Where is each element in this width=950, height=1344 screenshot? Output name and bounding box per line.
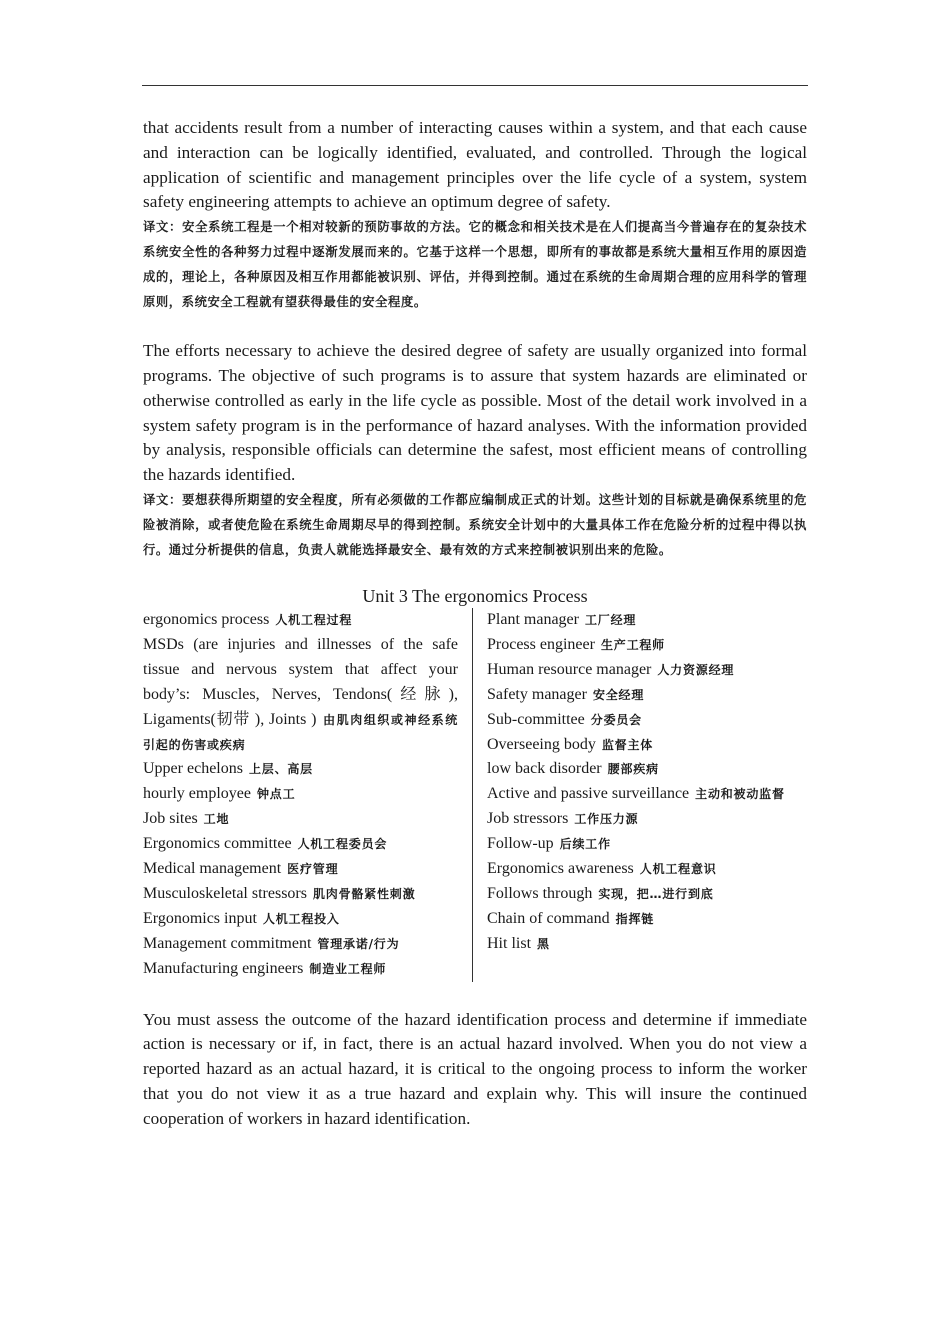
vocab-item: Manufacturing engineers 制造业工程师 xyxy=(143,959,387,977)
vocabulary-left-column xyxy=(143,608,473,982)
unit-title: Unit 3 The ergonomics Process xyxy=(362,585,588,606)
vocab-item: Overseeing body 监督主体 xyxy=(487,735,654,753)
vocab-item: Follows through 实现，把…进行到底 xyxy=(487,884,714,902)
vocab-item: Upper echelons 上层、高层 xyxy=(143,760,313,778)
vocab-item: Ergonomics input 人机工程投入 xyxy=(143,909,340,927)
vocabulary-right-column xyxy=(473,608,807,982)
vocab-item: hourly employee 钟点工 xyxy=(143,785,296,803)
vocab-item: Follow-up 后续工作 xyxy=(487,835,611,853)
vocab-item: Sub-committee 分委员会 xyxy=(487,710,642,728)
vocab-item: Plant manager 工厂经理 xyxy=(487,610,637,628)
vocabulary-table xyxy=(143,608,807,982)
paragraph-2-english: The efforts necessary to achieve the desired degree of safety are usually organized into formal programs. The objective of such programs is to assure that system hazards are eliminated or otherwise controlled as early in the life cycle as possible. Most of the detail work involved in a system safety program is in the performance of hazard analyses. With the information provided by analysis, responsible officials can determine the safest, most efficient means of controlling the hazards identified. xyxy=(143,341,807,485)
vocab-item: Ergonomics committee 人机工程委员会 xyxy=(143,835,388,853)
vocab-item: Ergonomics awareness 人机工程意识 xyxy=(487,860,717,878)
vocab-item: Hit list 黑 xyxy=(487,934,550,952)
paragraph-1-english: that accidents result from a number of interacting causes within a system, and that each cause and interaction can be logically identified, evaluated, and controlled. Through the logical application of scientific and management principles over the life cycle of a system, system safety engineering attempts to achieve an optimum degree of safety. xyxy=(143,118,807,212)
vocab-item: Safety manager 安全经理 xyxy=(487,685,645,703)
vocab-item: Active and passive surveillance 主动和被动监督 xyxy=(487,785,785,803)
vocab-item: Management commitment 管理承诺/行为 xyxy=(143,934,400,952)
paragraph-3-english: You must assess the outcome of the hazard identification process and determine if immediate action is necessary or if, in fact, there is an actual hazard involved. When you do not view a reported hazard as an actual hazard, it is critical to the ongoing process to inform the worker that you do not view it as a true hazard and explain why. This will insure the continued cooperation of workers in hazard identification. xyxy=(143,1009,807,1128)
vocab-item: Job sites 工地 xyxy=(143,810,230,828)
vocab-item: ergonomics process 人机工程过程 xyxy=(143,610,353,628)
paragraph-2-translation: 译文：要想获得所期望的安全程度，所有必须做的工作都应编制成正式的计划。这些计划的目标就是确保系统里的危险被消除，或者使危险在系统生命周期尽早的得到控制。系统安全计划中的大量具体工作在危险分析的过程中得以执行。通过分析提供的信息，负责人就能选择最安全、最有效的方式来控制被识别出来的危险。 xyxy=(143,492,807,557)
vocab-item: Chain of command 指挥链 xyxy=(487,909,655,927)
vocab-item: Medical management 医疗管理 xyxy=(143,860,339,878)
vocab-item: Process engineer 生产工程师 xyxy=(487,635,665,653)
vocab-item: MSDs (are injuries and illnesses of the safe tissue and nervous system that affect your body’s: Muscles, Nerves, Tendons(经脉), Ligaments(韧带 ), Joints ) 由肌肉组织或神经系统引起的伤害或疾病 xyxy=(143,635,458,752)
vocab-item: low back disorder 腰部疾病 xyxy=(487,760,659,778)
vocab-item: Musculoskeletal stressors 肌肉骨骼紧性刺激 xyxy=(143,884,416,902)
paragraph-1-translation: 译文：安全系统工程是一个相对较新的预防事故的方法。它的概念和相关技术是在人们提高当今普遍存在的复杂技术系统安全性的各种努力过程中逐渐发展而来的。它基于这样一个思想，即所有的事故都是系统大量相互作用的原因造成的，理论上，各种原因及相互作用都能被识别、评估，并得到控制。通过在系统的生命周期合理的应用科学的管理原则，系统安全工程就有望获得最佳的安全程度。 xyxy=(143,220,807,310)
header-rule xyxy=(142,85,808,86)
page-content xyxy=(143,116,807,1132)
vocab-item: Job stressors 工作压力源 xyxy=(487,810,639,828)
vocab-item: Human resource manager 人力资源经理 xyxy=(487,660,735,678)
